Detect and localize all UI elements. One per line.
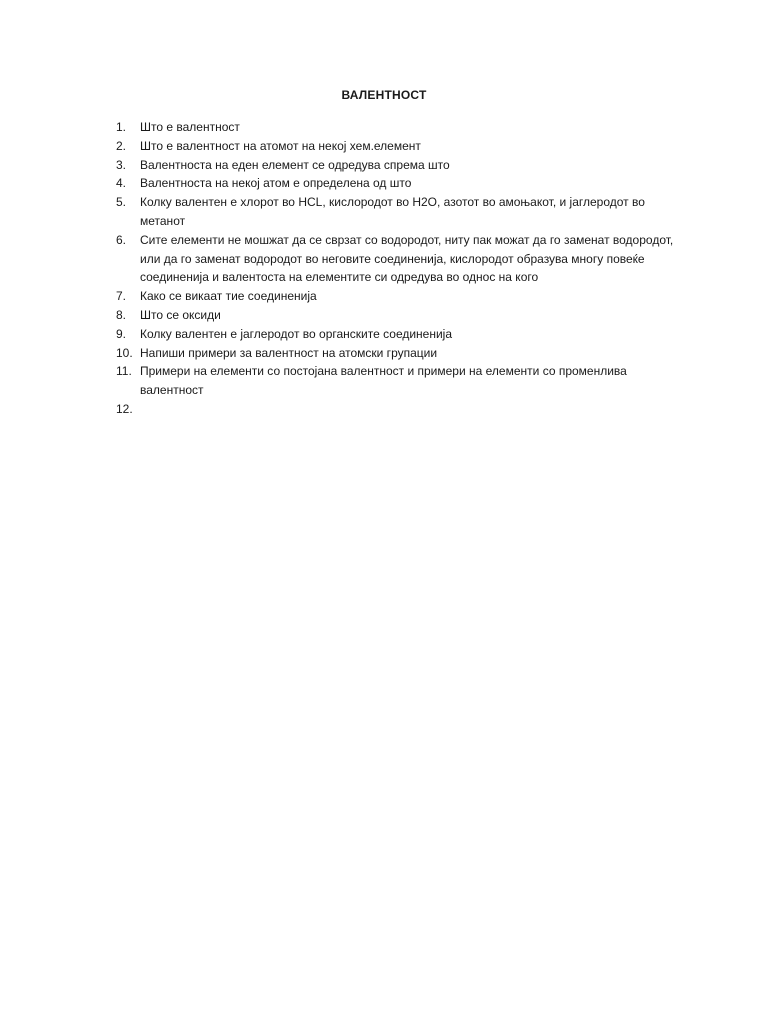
question-number: 8. xyxy=(116,307,127,322)
question-list xyxy=(116,118,676,419)
question-item xyxy=(116,362,676,400)
question-item xyxy=(116,400,676,419)
question-text: Колку валентен е јаглеродот во органските соединенија xyxy=(140,326,453,341)
question-number: 5. xyxy=(116,195,127,210)
question-item xyxy=(116,137,676,156)
question-item xyxy=(116,287,676,306)
question-item xyxy=(116,193,676,231)
question-text: Валентноста на еден елемент се одредува спрема што xyxy=(140,157,450,172)
question-number: 6. xyxy=(116,232,127,247)
question-number: 11. xyxy=(116,364,132,379)
question-item xyxy=(116,118,676,137)
document-title: ВАЛЕНТНОСТ xyxy=(341,88,427,102)
question-item xyxy=(116,156,676,175)
question-number: 1. xyxy=(116,120,127,134)
question-text: Валентноста на некој атом е определена од што xyxy=(140,176,412,191)
question-number: 10. xyxy=(116,345,133,360)
question-number: 3. xyxy=(116,157,127,172)
question-text xyxy=(140,400,676,419)
question-text: Напиши примери за валентност на атомски групации xyxy=(140,345,438,360)
question-text: Што е валентност xyxy=(140,120,240,134)
question-text: Колку валентен е хлорот во HCL, кислородот во H2O, азотот во амоњакот, и јаглеродот во метанот xyxy=(140,195,645,228)
question-number: 9. xyxy=(116,326,127,341)
question-text: Што се оксиди xyxy=(140,307,221,322)
question-text: Примери на елементи со постојана валентност и примери на елементи со променлива валентност xyxy=(140,364,627,398)
question-text: Што е валентност на атомот на некој хем.елемент xyxy=(140,138,421,153)
question-item xyxy=(116,344,676,363)
question-item xyxy=(116,306,676,325)
question-item xyxy=(116,231,676,287)
question-number: 7. xyxy=(116,289,127,304)
question-item xyxy=(116,174,676,193)
question-text: Сите елементи не мошжат да се сврзат со водородот, ниту пак можат да го заменат водородот, или да го заменат водородот во неговите соединенија, кислородот образува многу повеќе соединенија и валентоста на елементите си одредува во однос на кого xyxy=(140,232,674,285)
question-number: 4. xyxy=(116,176,127,191)
question-number: 2. xyxy=(116,138,127,153)
question-number: 12. xyxy=(116,401,133,416)
question-item xyxy=(116,325,676,344)
question-text: Како се викаат тие соединенија xyxy=(140,289,317,304)
